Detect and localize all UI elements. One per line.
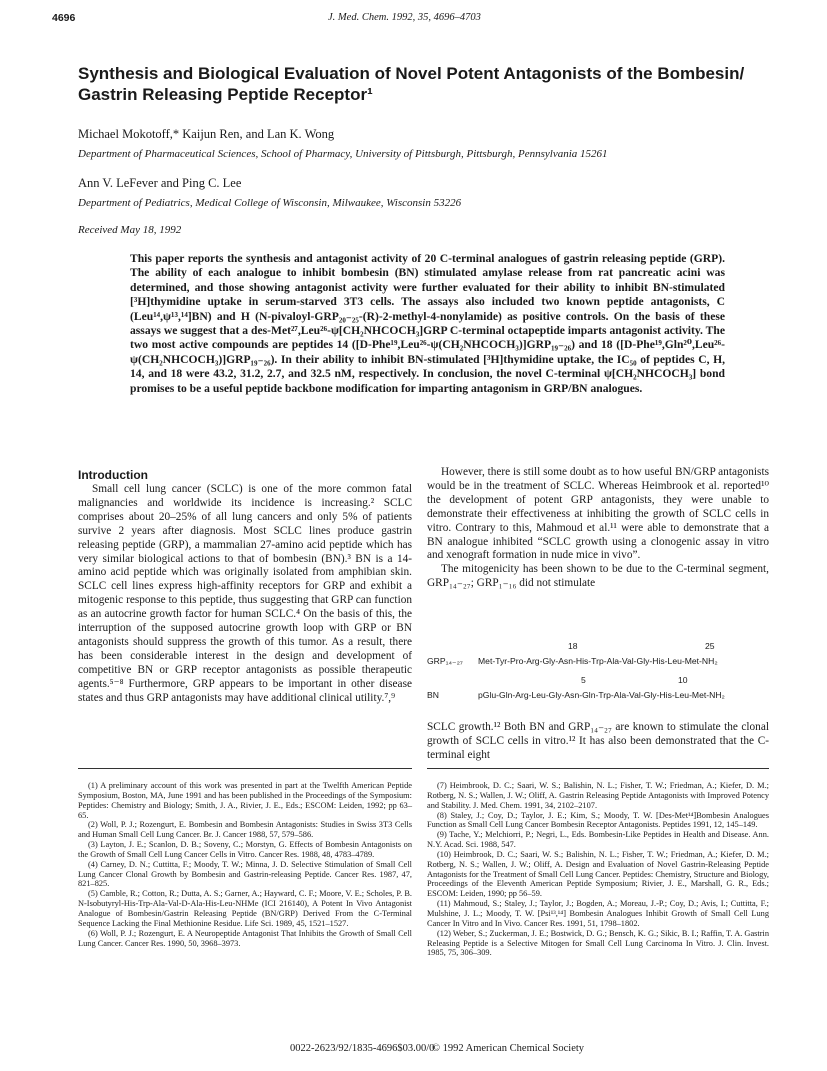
intro-paragraph-2: However, there is still some doubt as to how useful BN/GRP antagonists would be in the treatment of SCLC. Whereas Heimbrook et al. reported¹⁰ the development of potent GRP antagonists, they were unable to demonstrate their effectiveness at inhibiting the growth of SCLC cells in vitro. Contrary to this, Mahmoud et al.¹¹ were able to demonstrate that a BN analogue inhibited “SCLC growth using a clonogenic assay in vitro and xenograft formation in nude mice in vivo”.: [427, 466, 769, 562]
footer-copyright: © 1992 American Chemical Society: [432, 1043, 585, 1054]
footnote-8: (8) Staley, J.; Coy, D.; Taylor, J. E.; Kim, S.; Moody, T. W. [Des-Met¹⁴]Bombesin Analogues Function as Small Cell Lung Cancer Bombesin Receptor Antagonists. Peptides 1991, 12, 145–149.: [427, 810, 769, 830]
author-list-2: Ann V. LeFever and Ping C. Lee: [78, 176, 242, 190]
footer-code: 0022-2623/92/1835-4696$03.00/0: [290, 1043, 435, 1054]
footnote-divider-left: [78, 768, 412, 769]
footnote-3: (3) Layton, J. E.; Scanlon, D. B.; Soveny, C.; Morstyn, G. Effects of Bombesin Antagonists on the Growth of Small Cell Lung Cancer Cells in Vitro. Cancer Res. 1988, 48, 4783–4789.: [78, 840, 412, 859]
footnote-11: (11) Mahmoud, S.; Staley, J.; Taylor, J.; Bogden, A.; Moreau, J.-P.; Coy, D.; Avis, I.; Cuttitta, F.; Mulshine, J. L.; Moody, T. W. [Psi¹³,¹⁴] Bombesin Analogues Inhibit Growth of Small Cell Lung Cancer In Vitro and In Vivo. Cancer Res. 1991, 51, 1798–1802.: [427, 899, 769, 928]
footnote-6: (6) Woll, P. J.; Rozengurt, E. A Neuropeptide Antagonist That Inhibits the Growth of Small Cell Lung Cancer. Cancer Res. 1990, 50, 3968–3973.: [78, 928, 412, 948]
grp-residue-number-25: 25: [705, 641, 715, 651]
right-column-bottom: [427, 721, 769, 763]
bn-sequence-label: BN: [427, 690, 439, 700]
intro-paragraph-4: SCLC growth.¹² Both BN and GRP₁₄₋₂₇ are known to stimulate the clonal growth of SCLC cells in vitro.¹² It has also been demonstrated that the C-terminal eight: [427, 721, 769, 761]
footnote-7: (7) Heimbrook, D. C.; Saari, W. S.; Balishin, N. L.; Fisher, T. W.; Friedman, A.; Kiefer, D. M.; Rotberg, N. S.; Wallen, J. W.; Oliff, A. Gastrin Releasing Peptide Antagonists with Improved Potency and Stability. J. Med. Chem. 1991, 34, 2102–2107.: [427, 781, 769, 810]
journal-reference: J. Med. Chem. 1992, 35, 4696–4703: [328, 12, 481, 23]
footnote-2: (2) Woll, P. J.; Rozengurt, E. Bombesin and Bombesin Antagonists: Studies in Swiss 3T3 Cells and Human Small Cell Lung Cancer. Br. J. Cancer 1988, 57, 579–586.: [78, 820, 412, 840]
bn-residue-number-10: 10: [678, 675, 688, 685]
footnote-10: (10) Heimbrook, D. C.; Saari, W. S.; Balishin, N. L.; Fisher, T. W.; Friedman, A.; Kiefer, D. M.; Rotberg, N. S.; Wallen, J. W.; Oliff, A. Design and Evaluation of Novel Gastrin-Releasing Peptide Antagonists for the Treatment of Small Cell Lung Cancer. Peptides: Chemistry, Structure and Biology, Proceedings of the Eleventh American Peptide Symposium; Rivier, J. E., Marshall, G. R., Eds.; ESCOM: Leiden, 1990; pp 56–59.: [427, 849, 769, 899]
article-title: [78, 63, 758, 105]
footnote-12: (12) Weber, S.; Zuckerman, J. E.; Bostwick, D. G.; Bensch, K. G.; Sikic, B. I.; Raffin, T. A. Gastrin Releasing Peptide is a Selective Mitogen for Small Cell Lung Carcinoma In Vitro. J. Clin. Invest. 1985, 75, 306–309.: [427, 928, 769, 958]
abstract: [130, 252, 725, 396]
footnote-1: (1) A preliminary account of this work was presented in part at the Twelfth American Peptide Symposium, Boston, MA, June 1991 and has been published in the Proceedings of the Symposium: Peptides: Chemistry and Biology; Smith, J. A., Rivier, J. E., Eds.; ESCOM: Leiden, 1992; pp 63–65.: [78, 781, 412, 820]
section-heading-introduction: Introduction: [78, 468, 148, 482]
intro-paragraph-1: Small cell lung cancer (SCLC) is one of the more common fatal malignancies and worldwide its incidence is increasing.² SCLC comprises about 20–25% of all lung cancers and only 5% of patients survive 2 years after diagnosis. Most SCLC lines produce gastrin releasing peptide (GRP), a mammalian 27-amino acid peptide which has very similar biological actions to that of bombesin (BN).³ BN is a 14-amino acid peptide which was originally isolated from amphibian skin. SCLC cell lines express high-affinity receptors for GRP and exhibit a mitogenic response to this peptide, thus suggesting that GRP can function as an autocrine growth factor for human SCLC.⁴ On the basis of this, the interruption of the supposed autocrine growth loop with GRP or BN antagonists should suppress the growth of this tumor. As a result, there has been considerable interest in the design and development of competitive BN or GRP receptor antagonists as possible therapeutic agents.⁵⁻⁸ Furthermore, GRP appears to be important in other disease states and thus GRP antagonists may have additional clinical utility.⁷,⁹: [78, 483, 412, 704]
grp-sequence: Met-Tyr-Pro-Arg-Gly-Asn-His-Trp-Ala-Val-Gly-His-Leu-Met-NH₂: [478, 656, 718, 666]
left-column-body: [78, 483, 412, 706]
affiliation-2: Department of Pediatrics, Medical College of Wisconsin, Milwaukee, Wisconsin 53226: [78, 197, 462, 209]
grp-sequence-label: GRP₁₄₋₂₇: [427, 656, 463, 666]
bn-sequence: pGlu-Gln-Arg-Leu-Gly-Asn-Gln-Trp-Ala-Val-Gly-His-Leu-Met-NH₂: [478, 690, 725, 700]
intro-paragraph-3: The mitogenicity has been shown to be due to the C-terminal segment, GRP₁₄₋₂₇; GRP₁₋₁₆ did not stimulate: [427, 563, 769, 590]
footnote-divider-right: [427, 768, 769, 769]
footnotes-left: [78, 781, 412, 948]
affiliation-1: Department of Pharmaceutical Sciences, School of Pharmacy, University of Pittsburgh, Pittsburgh, Pennsylvania 15261: [78, 148, 608, 160]
author-list-1: Michael Mokotoff,* Kaijun Ren, and Lan K. Wong: [78, 127, 335, 141]
page-number: 4696: [52, 12, 76, 24]
footnotes-right: [427, 781, 769, 958]
title-line-2: Gastrin Releasing Peptide Receptor¹: [78, 85, 373, 104]
bn-residue-number-5: 5: [581, 675, 586, 685]
received-date: Received May 18, 1992: [78, 224, 182, 236]
title-line-1: Synthesis and Biological Evaluation of Novel Potent Antagonists of the Bombesin/: [78, 64, 745, 83]
footnote-5: (5) Camble, R.; Cotton, R.; Dutta, A. S.; Garner, A.; Hayward, C. F.; Moore, V. E.; Scholes, P. B. N-Isobutyryl-His-Trp-Ala-Val-D-Ala-His-Leu-NHMe (ICI 216140), A Potent In Vivo Antagonist Analogue of Bombesin/Gastrin Releasing Peptide (BN/GRP) Derived From the C-Terminal Sequence Lacking the Final Methionine Residue. Life Sci. 1989, 45, 1521–1527.: [78, 889, 412, 928]
abstract-text: This paper reports the synthesis and antagonist activity of 20 C-terminal analogues of gastrin releasing peptide (GRP). The ability of each analogue to inhibit bombesin (BN) stimulated amylase release from rat pancreatic acini was determined, and those showing antagonist activity were further evaluated for their ability to inhibit BN-stimulated [³H]thymidine uptake in serum-starved 3T3 cells. The assays also included two known peptide antagonists, C (Leu¹⁴,ψ¹³,¹⁴]BN) and H (N-pivaloyl-GRP₂₀₋₂₅-(R)-2-methyl-4-nonylamide) as positive controls. On the basis of these assays we suggest that a des-Met²⁷,Leu²⁶-ψ[CH₂NHCOCH₃]GRP C-terminal octapeptide imparts antagonist activity. The two most active compounds are peptides 14 ([D-Phe¹⁹,Leu²⁶-ψ(CH₂NHCOCH₃)]GRP₁₉₋₂₆) and 18 ([D-Phe¹⁹,Gln²⁰,Leu²⁶-ψ(CH₂NHCOCH₃)]GRP₁₉₋₂₆). In their ability to inhibit BN-stimulated [³H]thymidine uptake, the IC₅₀ of peptides C, H, 14, and 18 were 43.2, 31.2, 2.7, and 32.5 nM, respectively. In conclusion, the novel C-terminal ψ[CH₂NHCOCH₃] bond promises to be a useful peptide backbone modification for imparting antagonism in GRP/BN analogues.: [130, 252, 725, 395]
right-column-top: [427, 466, 769, 591]
footnote-9: (9) Tache, Y.; Melchiorri, P.; Negri, L., Eds. Bombesin-Like Peptides in Health and Disease. Ann. N.Y. Acad. Sci. 1988, 547.: [427, 830, 769, 850]
grp-residue-number-18: 18: [568, 641, 578, 651]
footnote-4: (4) Carney, D. N.; Cuttitta, F.; Moody, T. W.; Minna, J. D. Selective Stimulation of Small Cell Lung Cancer Clonal Growth by Bombesin and Gastrin-releasing Peptide. Cancer Res. 1987, 47, 821–825.: [78, 859, 412, 889]
